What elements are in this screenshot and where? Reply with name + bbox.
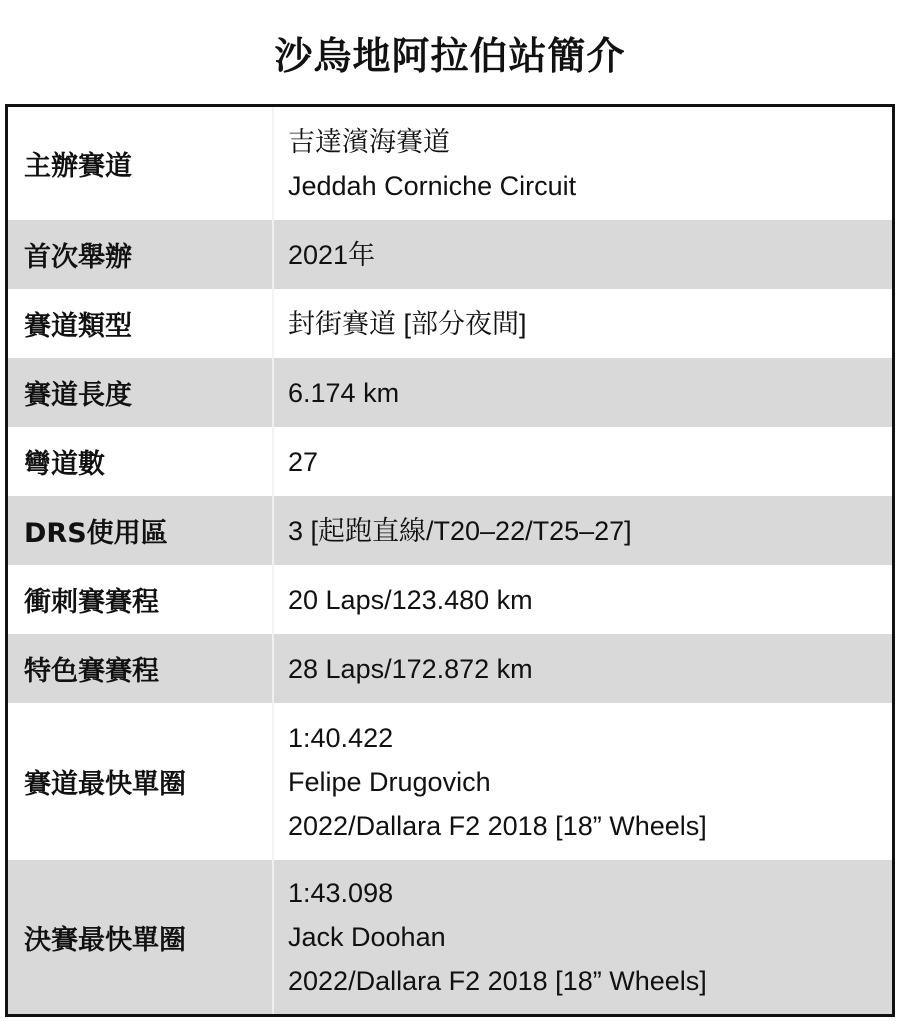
value-line: 3 [起跑直線/T20–22/T25–27]: [288, 515, 632, 546]
row-value: [272, 107, 892, 220]
row-feature-distance: [8, 634, 892, 703]
row-value: [272, 427, 892, 496]
row-label: 賽道類型: [24, 311, 132, 342]
row-drs-zones: [8, 496, 892, 565]
value-line: Jeddah Corniche Circuit: [288, 170, 577, 201]
value-line: 20 Laps/123.480 km: [288, 584, 533, 615]
value-line: 2022/Dallara F2 2018 [18” Wheels]: [288, 810, 707, 841]
row-lap-record: [8, 703, 892, 860]
row-value: [272, 496, 892, 565]
row-label: 主辦賽道: [24, 151, 132, 182]
value-line: 1:40.422: [288, 722, 394, 753]
row-value: [272, 565, 892, 634]
info-table: [5, 104, 895, 1017]
page-title: 沙烏地阿拉伯站簡介: [274, 34, 626, 78]
value-line: 6.174 km: [288, 377, 400, 408]
row-value: [272, 860, 892, 1014]
value-line: Jack Doohan: [288, 922, 446, 952]
row-value: [272, 634, 892, 703]
row-race-fastest-lap: [8, 860, 892, 1014]
row-label: 首次舉辦: [24, 242, 132, 273]
value-line: 1:43.098: [288, 878, 394, 908]
row-value: [272, 220, 892, 289]
value-line: 吉達濱海賽道: [288, 126, 450, 157]
value-line: 2021年: [288, 239, 376, 270]
row-label: DRS使用區: [24, 518, 168, 549]
row-label: 決賽最快單圈: [24, 924, 186, 956]
value-line: 封街賽道 [部分夜間]: [288, 308, 527, 339]
row-label: 賽道最快單圈: [24, 769, 186, 800]
row-label: 衝刺賽賽程: [24, 587, 159, 618]
value-line: 28 Laps/172.872 km: [288, 653, 533, 684]
row-label: 特色賽賽程: [24, 656, 159, 687]
row-label: 彎道數: [24, 449, 105, 480]
row-first-held: [8, 220, 892, 289]
value-line: Felipe Drugovich: [288, 766, 491, 797]
row-circuit-type: [8, 289, 892, 358]
value-line: 27: [288, 446, 319, 477]
row-value: [272, 289, 892, 358]
row-corners: [8, 427, 892, 496]
row-value: [272, 358, 892, 427]
row-host-circuit: [8, 107, 892, 220]
row-sprint-distance: [8, 565, 892, 634]
value-line: 2022/Dallara F2 2018 [18” Wheels]: [288, 966, 707, 996]
row-circuit-length: [8, 358, 892, 427]
row-value: [272, 703, 892, 860]
row-label: 賽道長度: [24, 380, 132, 411]
